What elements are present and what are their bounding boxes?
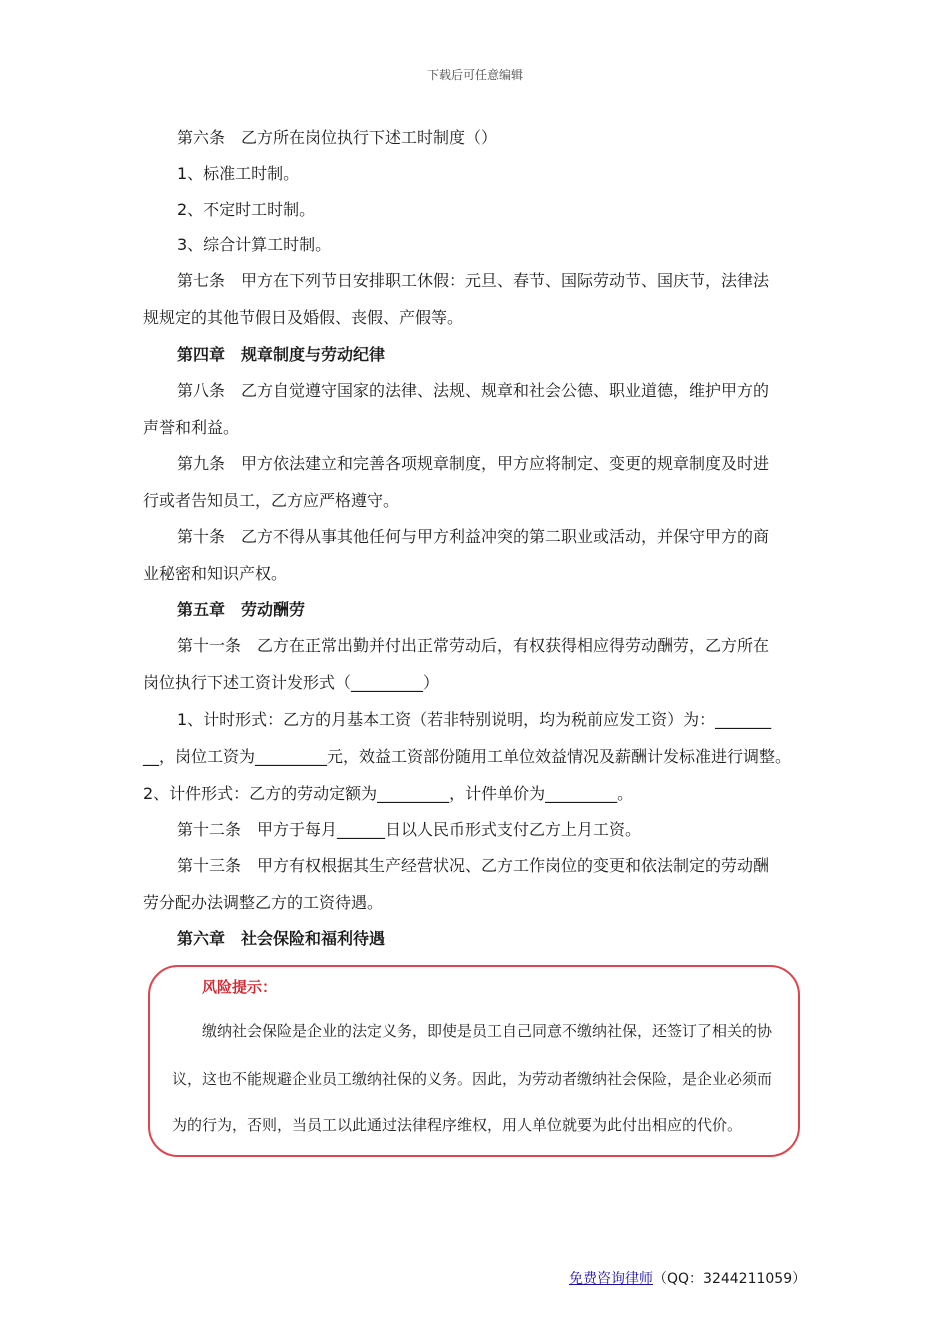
article-13-line-1: 第十三条 甲方有权根据其生产经营状况、乙方工作岗位的变更和依法制定的劳动酬 — [177, 856, 770, 875]
chapter-5-heading: 第五章 劳动酬劳 — [177, 600, 306, 619]
article-7-line-2: 规规定的其他节假日及婚假、丧假、产假等。 — [143, 308, 464, 327]
article-8-line-1: 第八条 乙方自觉遵守国家的法律、法规、规章和社会公德、职业道德，维护甲方的 — [177, 381, 770, 400]
article-11-item-1-line-2: __，岗位工资为_________元，效益工资部份随用工单位效益情况及薪酬计发标准进行调整。 — [143, 747, 792, 766]
article-13-line-2: 劳分配办法调整乙方的工资待遇。 — [143, 893, 384, 912]
article-6-item-2: 2、不定时工时制。 — [177, 200, 316, 219]
article-12: 第十二条 甲方于每月______日以人民币形式支付乙方上月工资。 — [177, 820, 642, 839]
article-11-item-1-line-1: 1、计时形式：乙方的月基本工资（若非特别说明，均为税前应发工资）为：_______ — [177, 710, 772, 729]
article-10-line-1: 第十条 乙方不得从事其他任何与甲方利益冲突的第二职业或活动，并保守甲方的商 — [177, 527, 770, 546]
article-11-line-2: 岗位执行下述工资计发形式（_________） — [143, 673, 440, 692]
risk-warning-line-1: 缴纳社会保险是企业的法定义务，即使是员工自己同意不缴纳社保，还签订了相关的协 — [172, 1022, 773, 1040]
chapter-6-heading: 第六章 社会保险和福利待遇 — [177, 929, 386, 948]
article-9-line-2: 行或者告知员工，乙方应严格遵守。 — [143, 491, 400, 510]
article-11-item-2: 2、计件形式：乙方的劳动定额为_________，计件单价为_________。 — [143, 784, 634, 803]
article-8-line-2: 声誉和利益。 — [143, 418, 240, 437]
risk-warning-title: 风险提示： — [202, 978, 278, 996]
page-header: 下载后可任意编辑 — [426, 68, 523, 82]
risk-warning-line-3: 为的行为，否则，当员工以此通过法律程序维权，用人单位就要为此付出相应的代价。 — [172, 1116, 743, 1134]
article-11-line-1: 第十一条 乙方在正常出勤并付出正常劳动后，有权获得相应得劳动酬劳，乙方所在 — [177, 636, 770, 655]
article-10-line-2: 业秘密和知识产权。 — [143, 564, 288, 583]
chapter-4-heading: 第四章 规章制度与劳动纪律 — [177, 345, 386, 364]
qq-contact-text: （QQ：3244211059） — [653, 1271, 807, 1287]
article-9-line-1: 第九条 甲方依法建立和完善各项规章制度，甲方应将制定、变更的规章制度及时进 — [177, 454, 770, 473]
risk-warning-line-2: 议，这也不能规避企业员工缴纳社保的义务。因此，为劳动者缴纳社会保险，是企业必须而 — [172, 1070, 773, 1088]
free-lawyer-consult-link[interactable]: 免费咨询律师 — [569, 1271, 653, 1287]
article-6: 第六条 乙方所在岗位执行下述工时制度（） — [177, 128, 498, 147]
risk-warning-box — [148, 965, 800, 1157]
page-footer — [569, 1269, 806, 1289]
article-6-item-1: 1、标准工时制。 — [177, 164, 300, 183]
article-7-line-1: 第七条 甲方在下列节日安排职工休假：元旦、春节、国际劳动节、国庆节，法律法 — [177, 271, 770, 290]
article-6-item-3: 3、综合计算工时制。 — [177, 235, 332, 254]
